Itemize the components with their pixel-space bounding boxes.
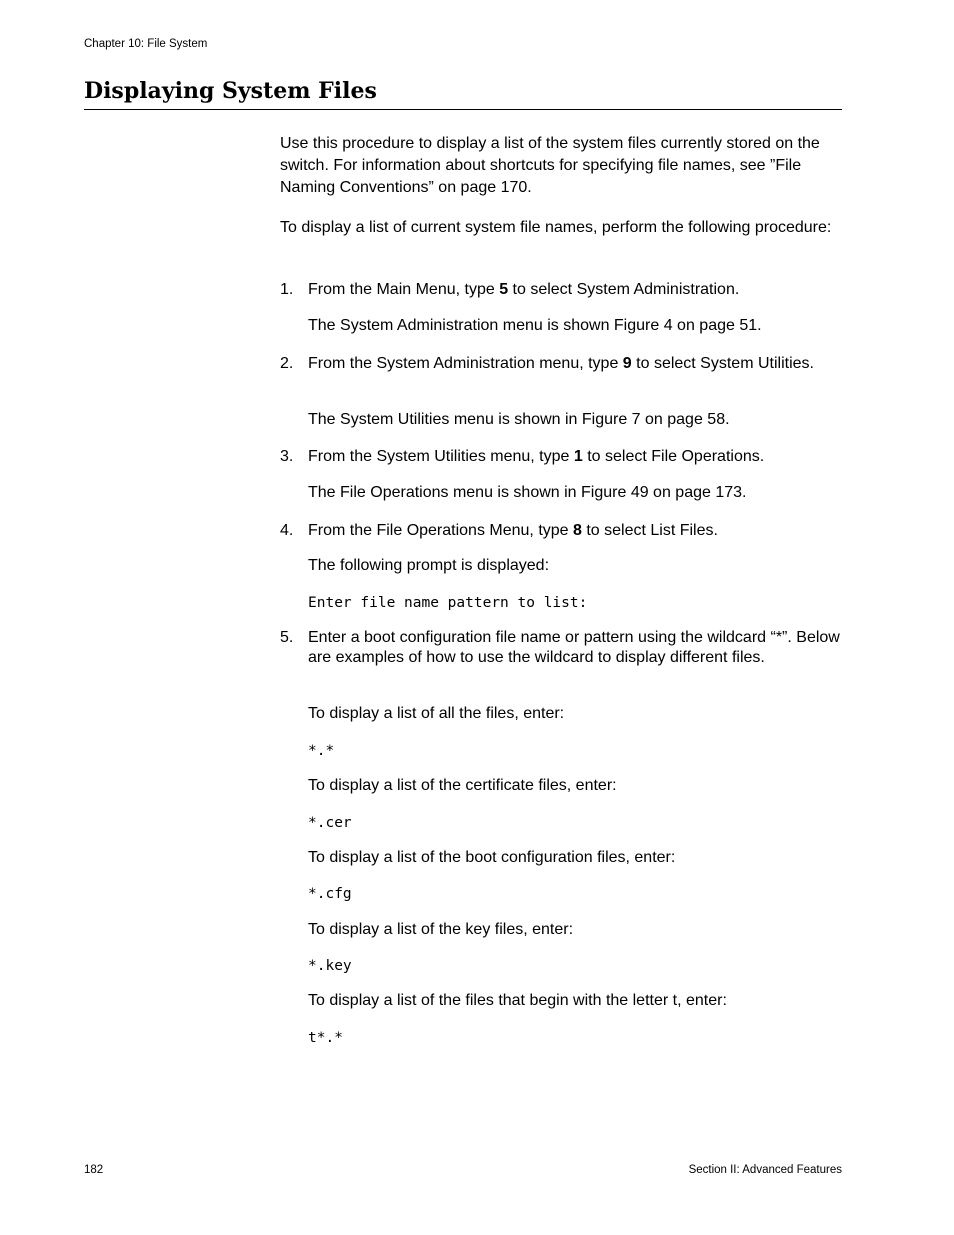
menu-key: 8 (573, 522, 582, 539)
step-note: The System Administration menu is shown Figure 4 on page 51. (308, 317, 762, 334)
menu-key: 9 (622, 355, 632, 372)
example-description: To display a list of all the files, enter: (308, 705, 565, 722)
step-number: 4. (280, 522, 294, 539)
example-code: t*.* (308, 1030, 343, 1046)
step-text: From the System Administration menu, type 9 to select System Utilities. (308, 355, 814, 372)
page-number: 182 (84, 1164, 104, 1176)
step-number: 5. (280, 629, 294, 646)
example-code: *.key (308, 958, 352, 974)
intro-paragraph: To display a list of current system file names, perform the following procedure: (280, 219, 832, 236)
example-code: *.* (308, 743, 335, 759)
step-number: 2. (280, 355, 294, 372)
title-rule (84, 109, 842, 110)
prompt-code: Enter file name pattern to list: (308, 595, 588, 611)
step-item (280, 521, 845, 541)
step-item (280, 447, 845, 467)
example-description: To display a list of the certificate files, enter: (308, 777, 617, 794)
step-item (280, 280, 845, 300)
menu-key: 1 (573, 448, 583, 465)
example-description: To display a list of the boot configuration files, enter: (308, 849, 676, 866)
step-text: From the Main Menu, type 5 to select System Administration. (308, 281, 740, 298)
step-text: From the System Utilities menu, type 1 to select File Operations. (308, 448, 765, 465)
step-note: The File Operations menu is shown in Figure 49 on page 173. (308, 484, 747, 501)
intro-paragraph: Use this procedure to display a list of the system files currently stored on the switch. For information about shortcuts for specifying file names, see ”File Naming Conventions” on page 170. (280, 135, 820, 196)
running-header: Chapter 10: File System (84, 38, 208, 50)
step-number: 3. (280, 448, 294, 465)
step-note: The following prompt is displayed: (308, 557, 550, 574)
example-code: *.cer (308, 815, 352, 831)
step-item (280, 628, 845, 668)
step-item (280, 354, 845, 374)
page-title: Displaying System Files (84, 78, 377, 104)
menu-key: 5 (499, 281, 509, 298)
example-code: *.cfg (308, 886, 352, 902)
step-text: Enter a boot configuration file name or pattern using the wildcard “*”. Below are examples of how to use the wildcard to display different files. (308, 629, 840, 666)
section-footer: Section II: Advanced Features (688, 1164, 842, 1176)
example-description: To display a list of the files that begin with the letter t, enter: (308, 992, 727, 1009)
step-text: From the File Operations Menu, type 8 to select List Files. (308, 522, 718, 539)
step-note: The System Utilities menu is shown in Figure 7 on page 58. (308, 411, 730, 428)
step-number: 1. (280, 281, 294, 298)
example-description: To display a list of the key files, enter: (308, 921, 574, 938)
